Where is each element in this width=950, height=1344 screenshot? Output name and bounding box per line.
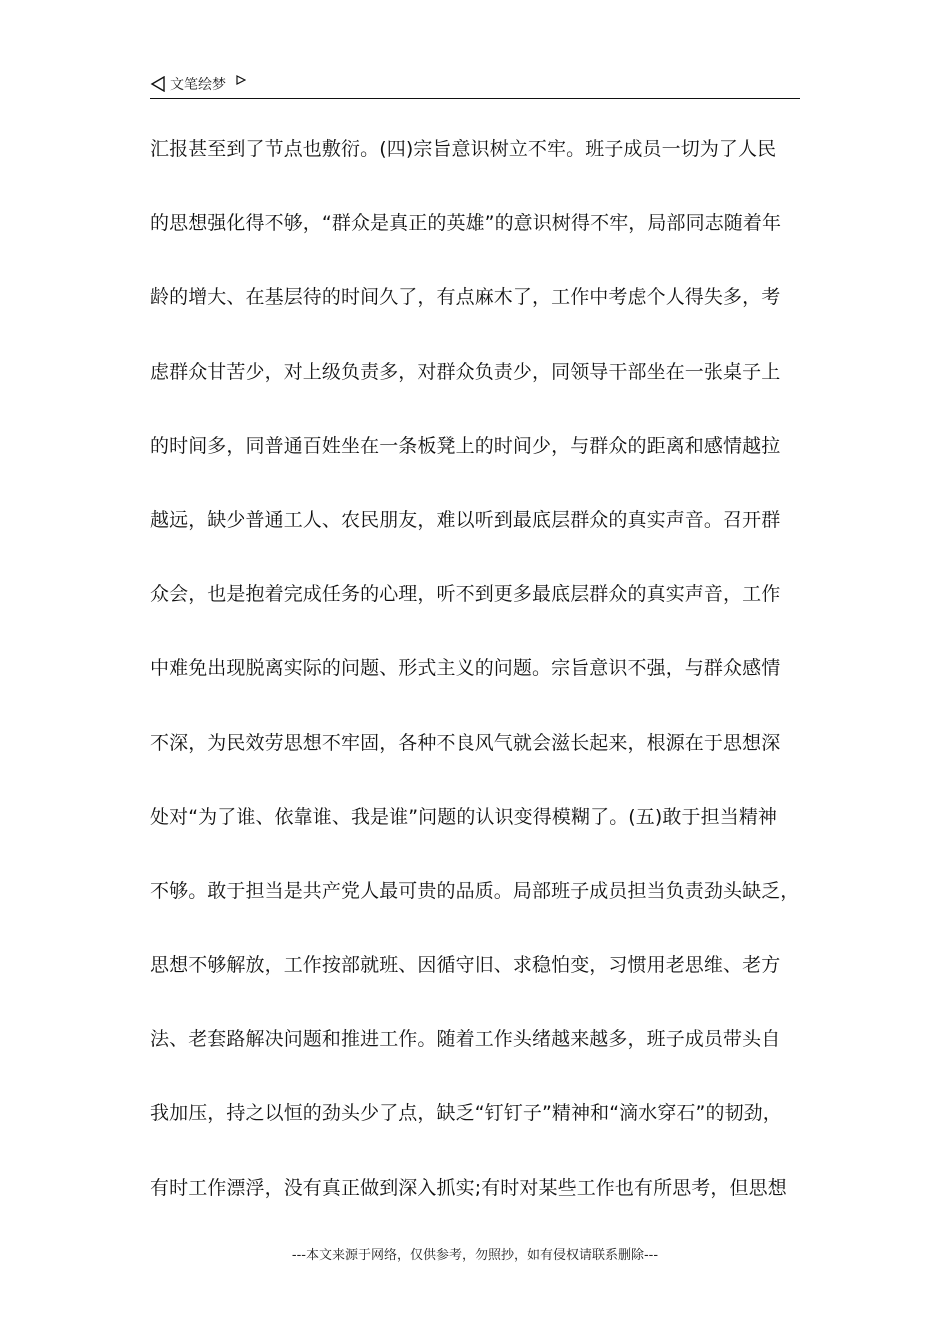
body-line: 不深，为民效劳思想不牢固，各种不良风气就会滋长起来，根源在于思想深 [150, 731, 781, 754]
body-line: 的思想强化得不够，“群众是真正的英雄”的意识树得不牢，局部同志随着年 [150, 212, 782, 235]
body-line: 龄的增大、在基层待的时间久了，有点麻木了，工作中考虑个人得失多，考 [150, 286, 781, 309]
document-body [150, 112, 806, 1225]
page-footer: ---本文来源于网络，仅供参考，勿照抄，如有侵权请联系删除--- [291, 1248, 659, 1263]
body-line: 众会，也是抱着完成任务的心理，听不到更多最底层群众的真实声音，工作 [150, 583, 781, 606]
header-title: 文笔绘梦 [170, 77, 226, 93]
body-line: 虑群众甘苦少，对上级负责多，对群众负责少，同领导干部坐在一张桌子上 [150, 360, 781, 383]
body-line: 越远，缺少普通工人、农民朋友，难以听到最底层群众的真实声音。召开群 [150, 508, 781, 531]
body-line: 我加压，持之以恒的劲头少了点，缺乏“钉钉子”精神和“滴水穿石”的韧劲， [150, 1102, 782, 1125]
body-line: 法、老套路解决问题和推进工作。随着工作头绪越来越多，班子成员带头自 [150, 1028, 781, 1051]
body-line: 处对“为了谁、依靠谁、我是谁”问题的认识变得模糊了。(五)敢于担当精神 [150, 805, 778, 828]
triangle-right-icon [236, 75, 246, 85]
header-row [150, 72, 800, 96]
body-line: 不够。敢于担当是共产党人最可贵的品质。局部班子成员担当负责劲头缺乏， [150, 879, 800, 902]
page-header [150, 72, 800, 99]
triangle-left-icon [150, 76, 166, 92]
body-line: 的时间多，同普通百姓坐在一条板凳上的时间少，与群众的距离和感情越拉 [150, 434, 781, 457]
body-line: 中难免出现脱离实际的问题、形式主义的问题。宗旨意识不强，与群众感情 [150, 657, 781, 680]
body-line: 有时工作漂浮，没有真正做到深入抓实;有时对某些工作也有所思考，但思想 [150, 1176, 787, 1199]
body-line: 思想不够解放，工作按部就班、因循守旧、求稳怕变，习惯用老思维、老方 [150, 954, 781, 977]
body-line: 汇报甚至到了节点也敷衍。(四)宗旨意识树立不牢。班子成员一切为了人民 [150, 138, 777, 160]
